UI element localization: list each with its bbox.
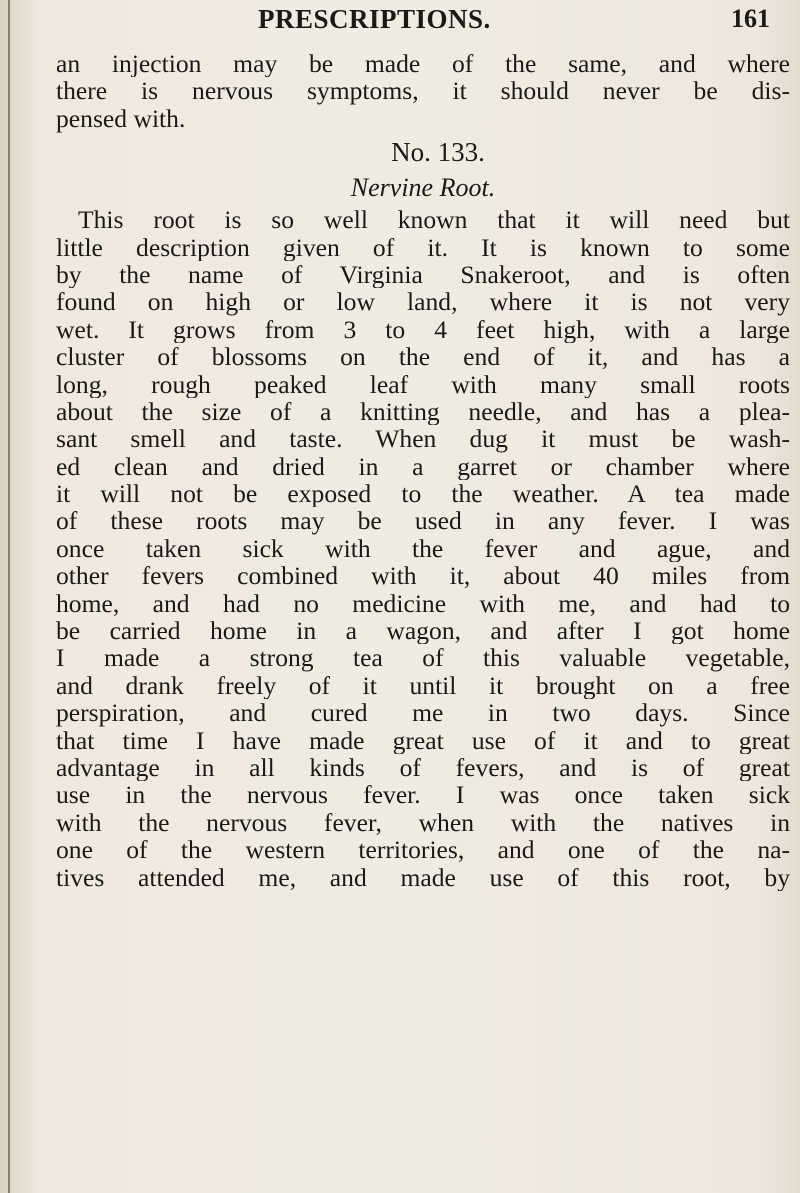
text-line: be carried home in a wagon, and after I got home	[56, 617, 790, 645]
running-title: PRESCRIPTIONS.	[258, 4, 491, 34]
text-line: home, and had no medicine with me, and had to	[56, 589, 790, 618]
text-line: found on high or low land, where it is not very	[56, 288, 790, 316]
running-head	[258, 4, 770, 38]
text-line: little description given of it. It is known to some	[56, 233, 790, 261]
text-line: cluster of blossoms on the end of it, and has a	[56, 343, 790, 371]
text-line: advantage in all kinds of fevers, and is of great	[56, 754, 790, 782]
body-text	[56, 50, 790, 891]
text-line: wet. It grows from 3 to 4 feet high, with a large	[56, 315, 790, 344]
text-line: pensed with.	[56, 103, 186, 133]
text-line: perspiration, and cured me in two days. Since	[56, 699, 790, 727]
text-line: ed clean and dried in a garret or chamber where	[56, 452, 790, 481]
page-number: 161	[731, 4, 770, 33]
text-line: once taken sick with the fever and ague, and	[56, 534, 790, 563]
text-line: an injection may be made of the same, and where	[56, 50, 790, 78]
text-line: tives attended me, and made use of this root, by	[56, 863, 790, 891]
text-line: of these roots may be used in any fever. I was	[56, 507, 790, 535]
text-line: sant smell and taste. When dug it must be wash-	[56, 425, 790, 453]
text-line: This root is so well known that it will need but	[78, 206, 790, 234]
recipe-number: No. 133.	[391, 137, 485, 168]
text-line: and drank freely of it until it brought on a free	[56, 671, 790, 700]
text-line: that time I have made great use of it and to great	[56, 726, 790, 754]
text-line: other fevers combined with it, about 40 miles from	[56, 562, 790, 590]
text-line: it will not be exposed to the weather. A tea made	[56, 480, 790, 508]
text-line: by the name of Virginia Snakeroot, and is often	[56, 260, 790, 289]
text-line: I made a strong tea of this valuable vegetable,	[56, 644, 790, 672]
recipe-name: Nervine Root.	[350, 173, 496, 203]
text-line: one of the western territories, and one of the na-	[56, 836, 790, 864]
page-edge-shadow	[8, 0, 10, 1193]
text-line: long, rough peaked leaf with many small roots	[56, 370, 790, 398]
text-line: about the size of a knitting needle, and has a plea-	[56, 397, 790, 426]
text-line: with the nervous fever, when with the natives in	[56, 808, 790, 837]
text-line: there is nervous symptoms, it should never be dis-	[56, 77, 790, 105]
text-line: use in the nervous fever. I was once taken sick	[56, 781, 790, 809]
